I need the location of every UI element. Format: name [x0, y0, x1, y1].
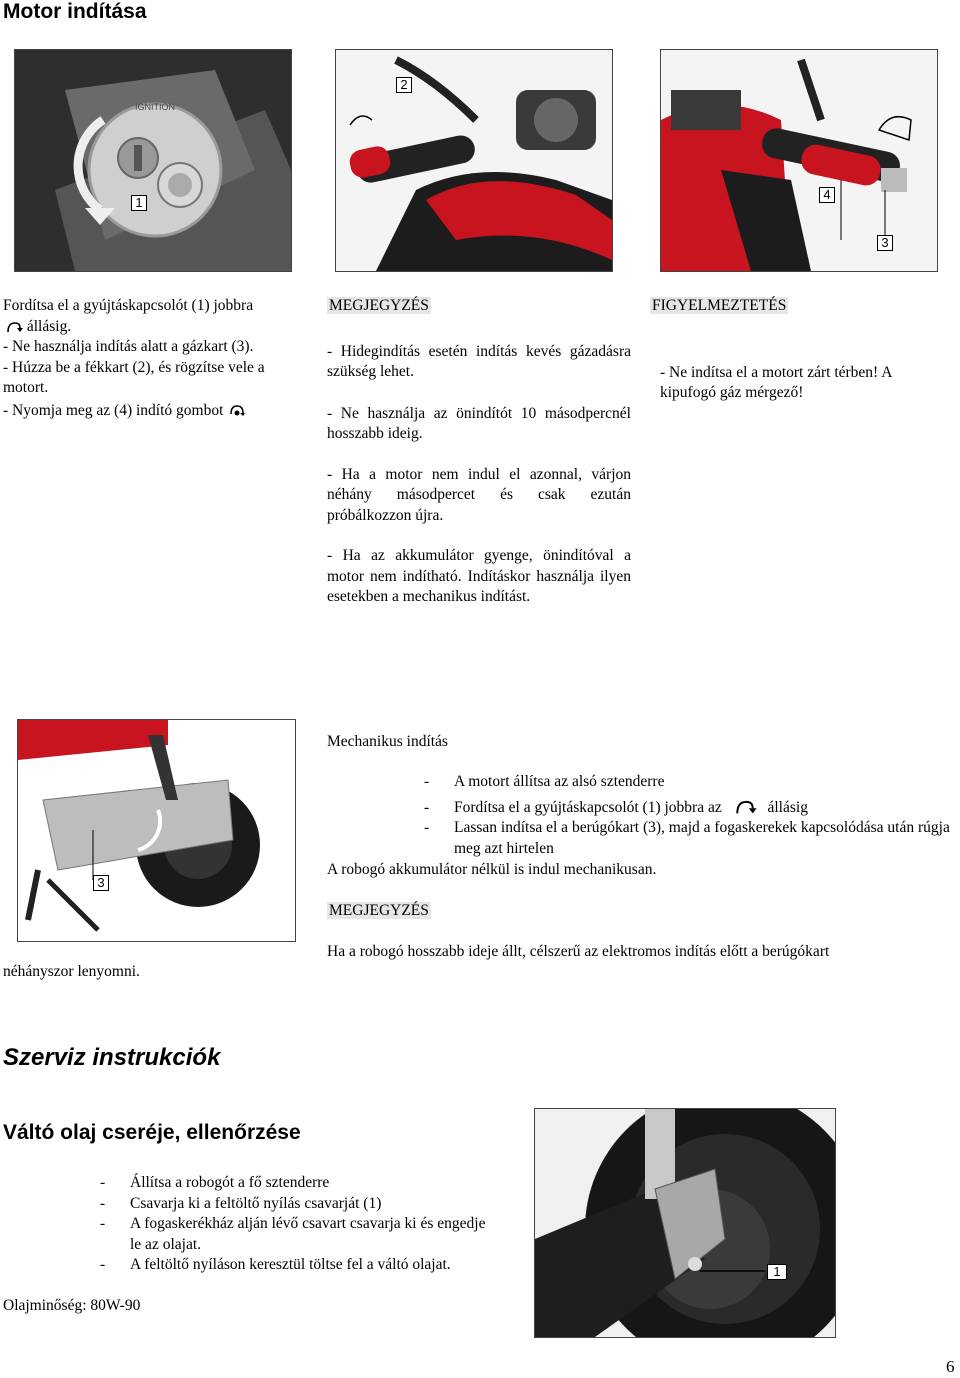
brake-lever-photo: [335, 49, 613, 272]
instruction-line: - Nyomja meg az (4) indító gombot: [3, 401, 308, 422]
instruction-line: - Ne használja indítás alatt a gázkart (3).: [3, 338, 254, 355]
mech-title: Mechanikus indítás: [327, 733, 448, 750]
mech-list: [424, 772, 954, 859]
rotate-right-icon: [5, 320, 23, 334]
kickstart-photo: [17, 719, 296, 942]
mech-note-heading: MEGJEGYZÉS: [329, 902, 429, 919]
list-item: - A motort állítsa az alsó sztenderre: [424, 772, 954, 793]
figure-badge: 3: [93, 875, 109, 891]
section-title: Szerviz instrukciók: [3, 1044, 221, 1071]
figure-badge: 1: [131, 195, 147, 211]
mech-note-text: Ha a robogó hosszabb ideje állt, célszerű az elektromos indítás előtt a berúgókart: [327, 943, 830, 960]
service-list: [100, 1173, 495, 1276]
note-paragraph: - Hidegindítás esetén indítás kevés gázadásra szükség lehet.: [327, 342, 631, 380]
instruction-line: - Húzza be a fékkart (2), és rögzítse vele a motort.: [3, 358, 265, 396]
list-item: - A fogaskerékház alján lévő csavart csavarja ki és engedje le az olajat.: [100, 1214, 495, 1255]
warning-paragraph: - Ne indítsa el a motort zárt térben! A kipufogó gáz mérgező!: [660, 363, 892, 401]
note-paragraph: - Ha a motor nem indul el azonnal, várjon néhány másodpercet és csak ezután próbálkozzon újra.: [327, 465, 631, 524]
note-paragraph: - Ne használja az önindítót 10 másodpercnél hosszabb ideig.: [327, 404, 631, 442]
figure-badge: 3: [877, 235, 893, 251]
figure-badge: 1: [767, 1264, 787, 1280]
starter-button-icon: [227, 404, 245, 418]
page-number: 6: [946, 1357, 955, 1376]
instruction-line: állásig.: [3, 317, 308, 338]
list-item: - Állítsa a robogót a fő sztenderre: [100, 1173, 495, 1194]
ignition-switch-photo: [14, 49, 292, 272]
list-item: - A feltöltő nyíláson keresztül töltse fel a váltó olajat.: [100, 1255, 495, 1276]
figure-badge: 4: [819, 187, 835, 203]
start-instructions: [3, 296, 308, 421]
list-item: - Csavarja ki a feltöltő nyílás csavarját (1): [100, 1194, 495, 1215]
list-item: - Fordítsa el a gyújtáskapcsolót (1) jobbra az állásig: [424, 798, 954, 819]
rotate-right-icon: [732, 798, 758, 816]
svg-text:IGNITION: IGNITION: [135, 102, 175, 112]
mech-note-tail: néhányszor lenyomni.: [3, 963, 140, 980]
note-paragraph: - Ha az akkumulátor gyenge, önindítóval a motor nem indítható. Indításkor használja ilyen esetekben a mechanikus indítást.: [327, 547, 631, 605]
oil-grade: Olajminőség: 80W-90: [3, 1297, 141, 1314]
mech-note-line: A robogó akkumulátor nélkül is indul mechanikusan.: [327, 861, 657, 878]
warning-section: [650, 296, 940, 404]
note-heading: MEGJEGYZÉS: [329, 297, 429, 314]
oil-filler-photo: [534, 1108, 836, 1338]
note-section: [327, 296, 631, 608]
warning-heading: FIGYELMEZTETÉS: [652, 297, 787, 314]
page-title: Motor indítása: [3, 0, 147, 23]
throttle-starter-photo: [660, 49, 938, 272]
section-subtitle: Váltó olaj cseréje, ellenőrzése: [3, 1121, 301, 1144]
instruction-line: Fordítsa el a gyújtáskapcsolót (1) jobbra: [3, 297, 254, 314]
figure-badge: 2: [396, 77, 412, 93]
list-item: - Lassan indítsa el a berúgókart (3), majd a fogaskerekek kapcsolódása után rúgja meg azt hirtelen: [424, 818, 954, 859]
